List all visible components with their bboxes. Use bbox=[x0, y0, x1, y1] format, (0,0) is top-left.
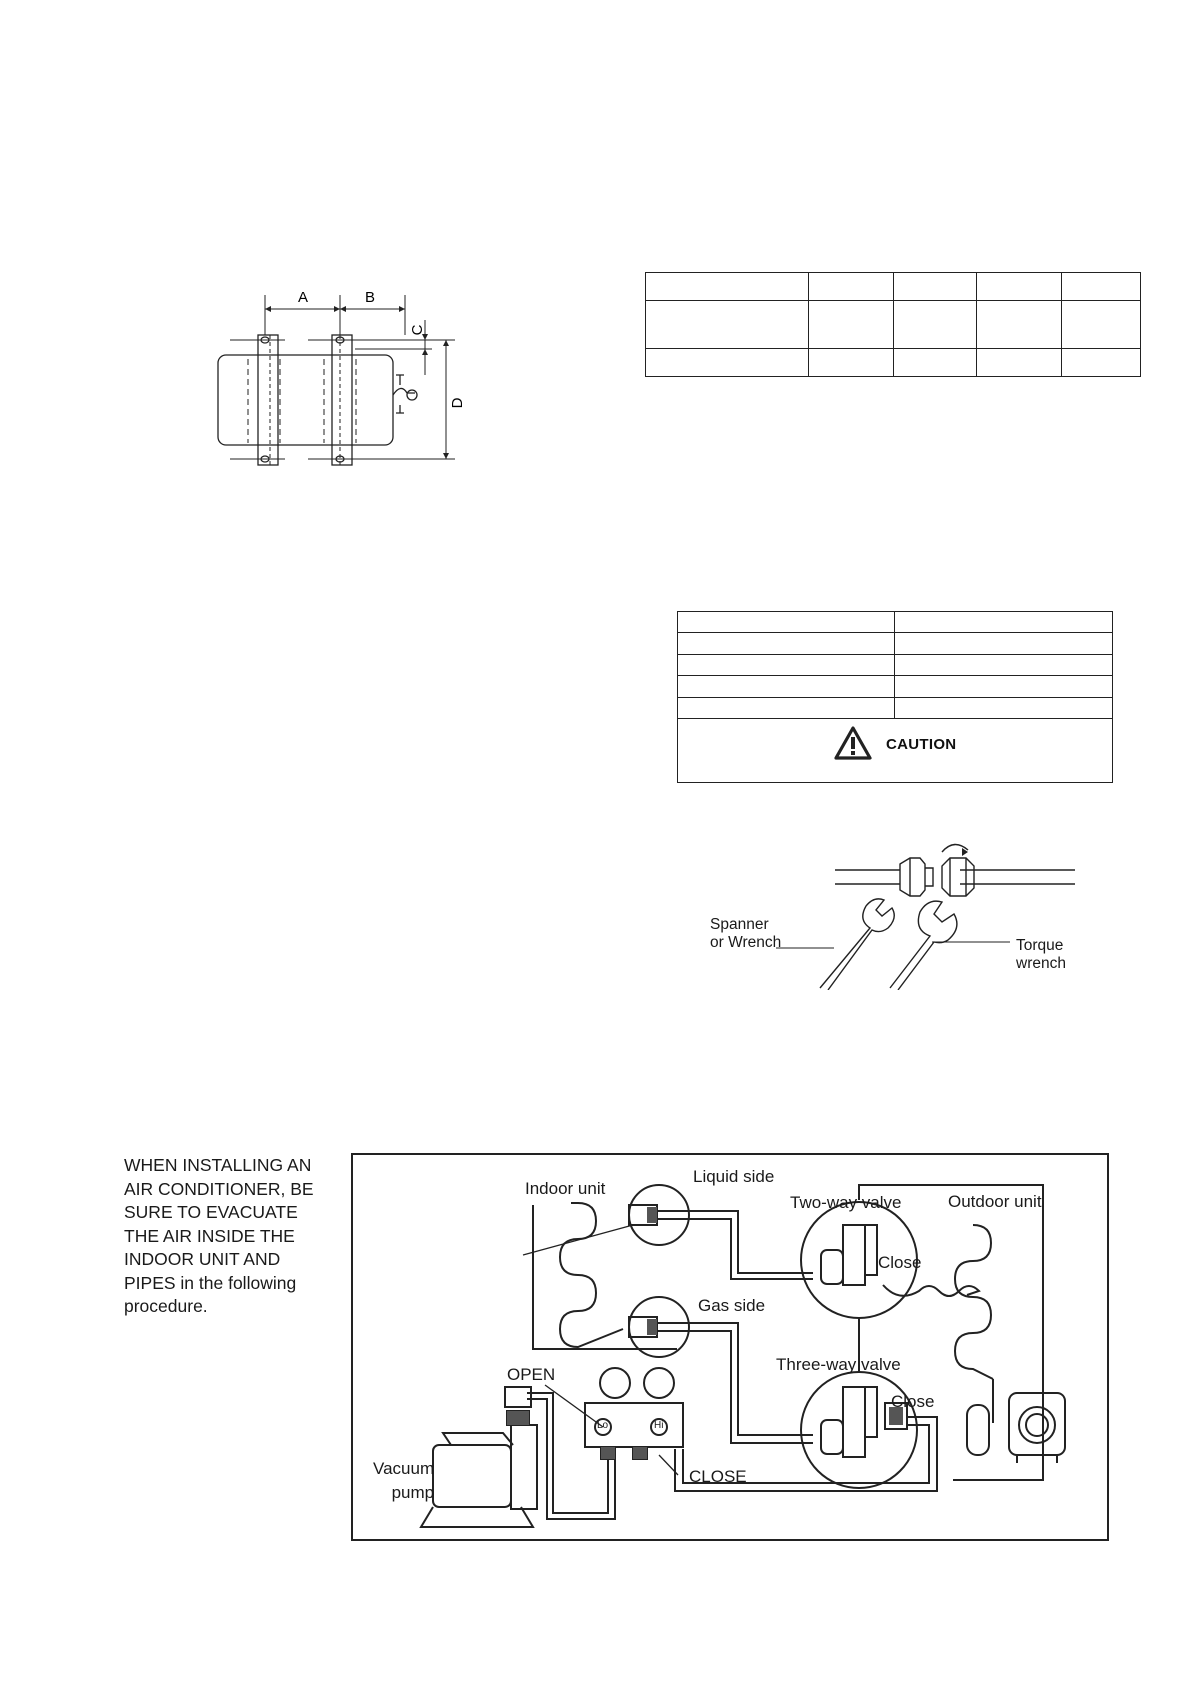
table-row bbox=[646, 273, 1141, 301]
lo-gauge-label: Lo bbox=[597, 1420, 609, 1431]
three-way-close-label: Close bbox=[891, 1392, 935, 1411]
table-row bbox=[646, 301, 1141, 349]
hi-gauge-label: Hi bbox=[654, 1420, 664, 1431]
vacuum-pump-label: Vacuum pump bbox=[373, 1459, 435, 1502]
open-label: OPEN bbox=[507, 1365, 556, 1384]
dimension-table bbox=[645, 272, 1141, 377]
three-way-valve-label: Three-way valve bbox=[776, 1355, 901, 1374]
caution-cell bbox=[678, 719, 1113, 783]
dim-label-d: D bbox=[449, 397, 466, 409]
table-row bbox=[678, 676, 1113, 698]
mounting-dimension-diagram bbox=[200, 285, 490, 475]
close-label: CLOSE bbox=[689, 1467, 747, 1486]
evacuation-diagram bbox=[351, 1153, 1109, 1541]
gas-side-label: Gas side bbox=[698, 1296, 766, 1315]
table-row bbox=[646, 349, 1141, 377]
liquid-side-label: Liquid side bbox=[693, 1167, 775, 1186]
two-way-close-label: Close bbox=[878, 1253, 922, 1272]
caution-row bbox=[678, 719, 1113, 783]
dim-label-b: B bbox=[365, 289, 376, 306]
dim-label-a: A bbox=[298, 289, 309, 306]
caution-label: CAUTION bbox=[886, 736, 957, 753]
table-row bbox=[678, 612, 1113, 633]
table-row bbox=[678, 698, 1113, 719]
indoor-unit-label: Indoor unit bbox=[525, 1179, 606, 1198]
table-row bbox=[678, 655, 1113, 676]
spanner-label: Spanner or Wrench bbox=[710, 916, 782, 951]
evacuation-instruction: WHEN INSTALLING AN AIR CONDITIONER, BE SURE TO EVACUATE THE AIR INSIDE THE INDOOR UNIT AND PIPES in the following procedure. bbox=[124, 1155, 314, 1316]
two-way-valve-label: Two-way valve bbox=[790, 1193, 902, 1212]
outdoor-unit-label: Outdoor unit bbox=[948, 1192, 1042, 1211]
warning-triangle-icon bbox=[833, 725, 873, 761]
dim-label-c: C bbox=[409, 324, 426, 336]
table-row bbox=[678, 633, 1113, 655]
torque-wrench-label: Torque wrench bbox=[1016, 937, 1066, 972]
torque-table bbox=[677, 611, 1113, 783]
